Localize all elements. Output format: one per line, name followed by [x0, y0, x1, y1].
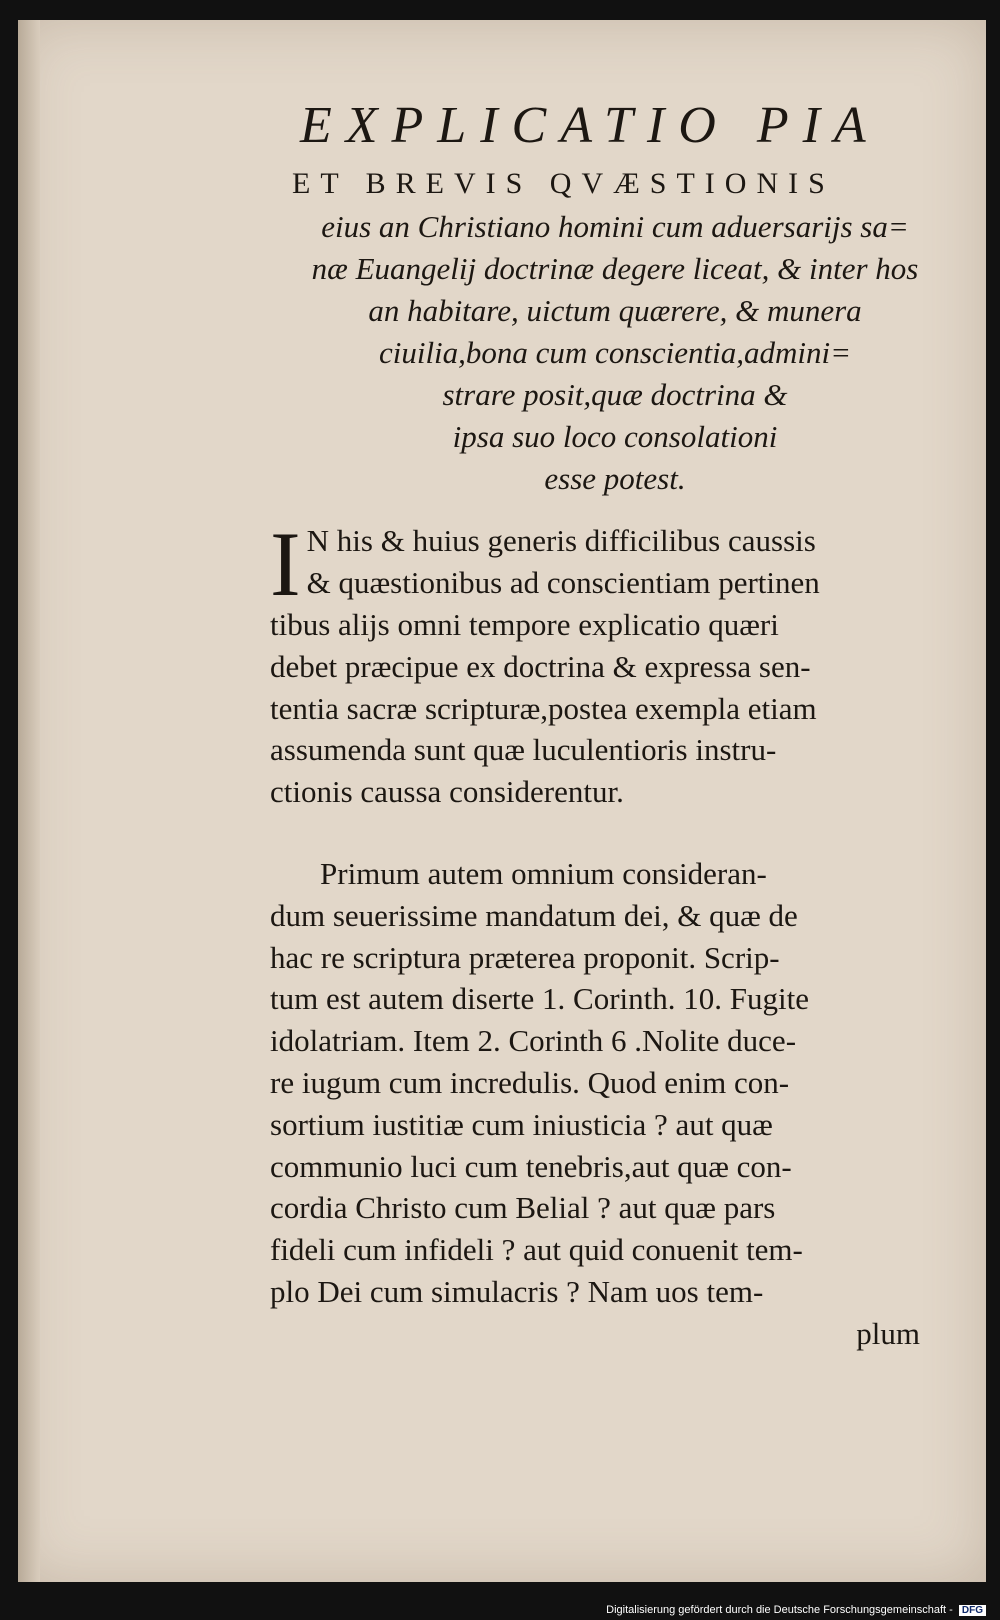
text-line: cordia Christo cum Belial ? aut quæ pars — [270, 1190, 776, 1226]
text-line: sortium iustitiæ cum iniusticia ? aut quæ — [270, 1106, 773, 1142]
text-line: communio luci cum tenebris,aut quæ con- — [270, 1148, 792, 1184]
text-line: ctionis caussa considerentur. — [270, 774, 624, 810]
text-line: idolatriam. Item 2. Corinth 6 .Nolite duce- — [270, 1023, 797, 1059]
drop-initial: I — [270, 513, 301, 615]
paragraph-one — [270, 513, 960, 813]
catchword: plum — [856, 1315, 920, 1351]
text-line: dum seuerissime mandatum dei, & quæ de — [270, 897, 798, 933]
heading-subtitle: ET BREVIS QVÆSTIONIS — [292, 167, 835, 200]
page-gutter — [18, 20, 40, 1582]
heading-description — [270, 206, 960, 500]
description-line: næ Euangelij doctrinæ degere liceat, & inter hos — [311, 251, 919, 286]
description-line: ipsa suo loco consolationi — [452, 419, 778, 454]
digitization-credit — [606, 1604, 986, 1616]
dfg-logo: DFG — [959, 1605, 986, 1616]
credit-text: Digitalisierung gefördert durch die Deutsche Forschungsgemeinschaft - — [606, 1604, 953, 1616]
page-text — [270, 96, 960, 1355]
description-line: strare posit,quæ doctrina & — [442, 377, 788, 412]
text-line: fideli cum infideli ? aut quid conuenit tem- — [270, 1232, 803, 1268]
description-line: esse potest. — [544, 461, 686, 496]
text-line: & quæstionibus ad conscientiam pertinen — [306, 564, 820, 600]
text-line: Primum autem omnium consideran- — [320, 855, 767, 891]
text-line: tentia sacræ scripturæ,postea exempla etiam — [270, 690, 817, 726]
text-line: assumenda sunt quæ luculentioris instru- — [270, 732, 777, 768]
description-line: an habitare, uictum quærere, & munera — [368, 293, 862, 328]
text-line: debet præcipue ex doctrina & expressa sen- — [270, 648, 811, 684]
description-line: ciuilia,bona cum conscientia,admini= — [378, 335, 852, 370]
text-line: N his & huius generis difficilibus caussis — [306, 523, 816, 558]
heading-title: EXPLICATIO PIA — [300, 97, 880, 154]
text-line: tum est autem diserte 1. Corinth. 10. Fugite — [270, 981, 809, 1017]
text-line: re iugum cum incredulis. Quod enim con- — [270, 1064, 790, 1100]
text-line: plo Dei cum simulacris ? Nam uos tem- — [270, 1273, 764, 1309]
text-line: tibus alijs omni tempore explicatio quæri — [270, 607, 779, 642]
description-line: eius an Christiano homini cum aduersarijs sa= — [321, 209, 909, 244]
text-line: hac re scriptura præterea proponit. Scrip- — [270, 939, 780, 975]
paragraph-two — [270, 853, 960, 1313]
